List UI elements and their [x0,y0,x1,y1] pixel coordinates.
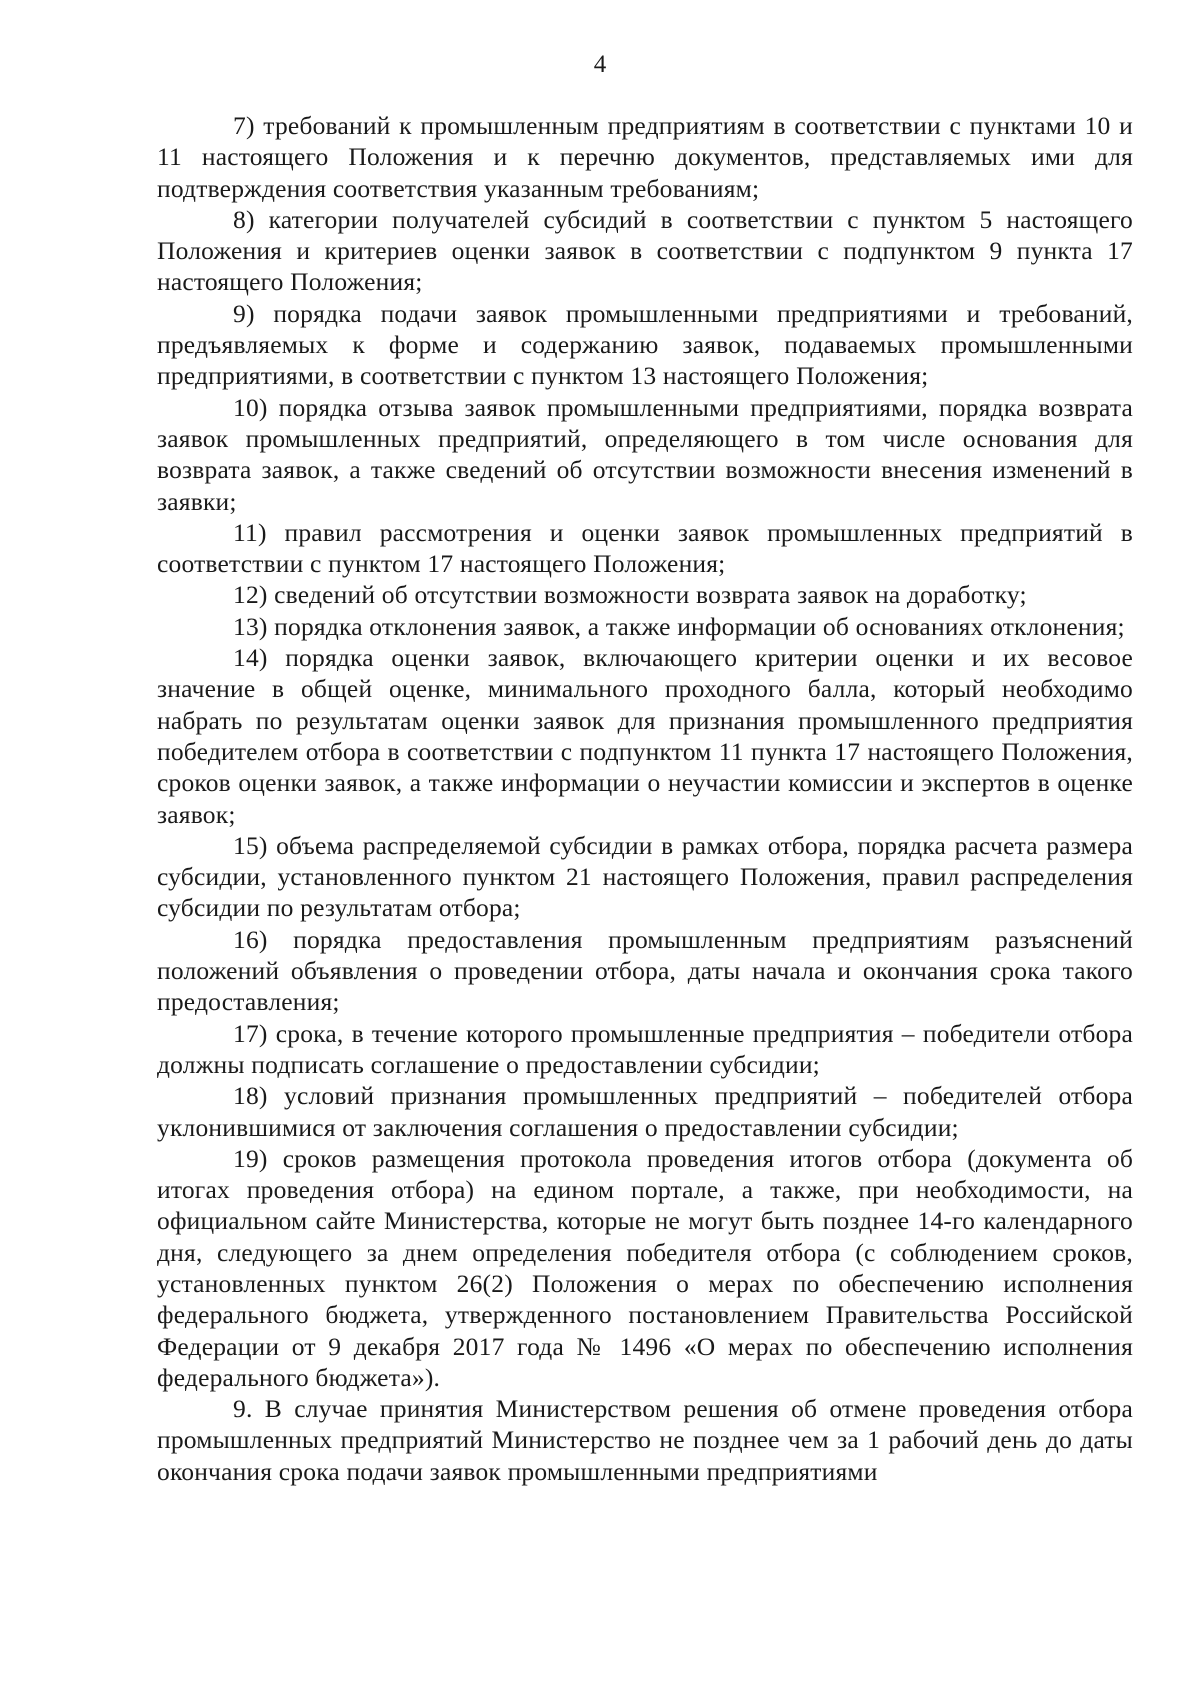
page-number: 4 [593,51,607,78]
paragraph-item-7: 7) требований к промышленным предприятиям в соответствии с пунктами 10 и 11 настоящего Положения и к перечню документов, представляемых ими для подтверждения соответствия указанным требованиям; [157,111,1133,203]
paragraph-item-15: 15) объема распределяемой субсидии в рамках отбора, порядка расчета размера субсидии, установленного пунктом 21 настоящего Положения, правил распределения субсидии по результатам отбора; [157,830,1133,923]
paragraph-item-10: 10) порядка отзыва заявок промышленными предприятиями, порядка возврата заявок промышленных предприятий, определяющего в том числе основания для возврата заявок, а также сведений об отсутствии возможности внесения изменений в заявки; [157,392,1133,516]
paragraph-item-12: 12) сведений об отсутствии возможности возврата заявок на доработку; [233,580,1027,610]
paragraph-item-17: 17) срока, в течение которого промышленные предприятия – победители отбора должны подписать соглашение о предоставлении субсидии; [157,1018,1133,1079]
paragraph-item-8: 8) категории получателей субсидий в соответствии с пунктом 5 настоящего Положения и критериев оценки заявок в соответствии с подпунктом 9 пункта 17 настоящего Положения; [157,204,1133,297]
paragraph-section-9: 9. В случае принятия Министерством решения об отмене проведения отбора промышленных предприятий Министерство не позднее чем за 1 рабочий день до даты окончания срока подачи заявок промышленными предприятиями [157,1394,1133,1486]
document-body [157,110,1133,1487]
paragraph-item-18: 18) условий признания промышленных предприятий – победителей отбора уклонившимися от заключения соглашения о предоставлении субсидии; [157,1081,1133,1142]
paragraph-item-14: 14) порядка оценки заявок, включающего критерии оценки и их весовое значение в общей оценке, минимального проходного балла, который необходимо набрать по результатам оценки заявок для признания промышленного предприятия победителем отбора в соответствии с подпунктом 11 пункта 17 настоящего Положения, сроков оценки заявок, а также информации о неучастии комиссии и экспертов в оценке заявок; [157,643,1133,829]
paragraph-item-13: 13) порядка отклонения заявок, а также информации об основаниях отклонения; [233,611,1125,641]
paragraph-item-9: 9) порядка подачи заявок промышленными предприятиями и требований, предъявляемых к форме и содержанию заявок, подаваемых промышленными предприятиями, в соответствии с пунктом 13 настоящего Положения; [157,298,1133,391]
paragraph-item-11: 11) правил рассмотрения и оценки заявок промышленных предприятий в соответствии с пунктом 17 настоящего Положения; [157,517,1133,579]
paragraph-item-16: 16) порядка предоставления промышленным предприятиям разъяснений положений объявления о проведении отбора, даты начала и окончания срока такого предоставления; [157,924,1133,1017]
paragraph-item-19: 19) сроков размещения протокола проведения итогов отбора (документа об итогах проведения отбора) на едином портале, а также, при необходимости, на официальном сайте Министерства, которые не могут быть позднее 14-го календарного дня, следующего за днем определения победителя отбора (с соблюдением сроков, установленных пунктом 26(2) Положения о мерах по обеспечению исполнения федерального бюджета, утвержденного постановлением Правительства Российской Федерации от 9 декабря 2017 года № 1496 «О мерах по обеспечению исполнения федерального бюджета»). [157,1143,1133,1392]
